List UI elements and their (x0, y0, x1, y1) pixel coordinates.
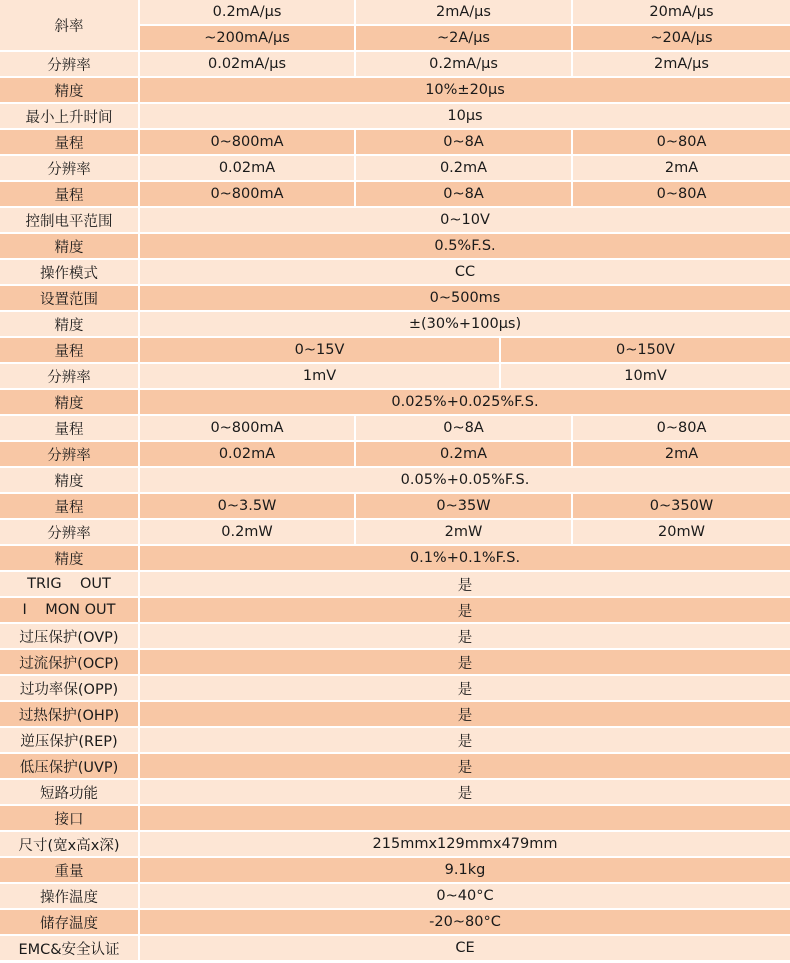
table-row (0, 884, 790, 910)
row-label: 量程 (0, 416, 138, 440)
table-row (0, 364, 790, 390)
cell-col1: 0~800mA (140, 416, 354, 440)
row-label: I MON OUT (0, 598, 138, 622)
cell-col3: 2mA/μs (573, 52, 790, 76)
cell-full: ±(30%+100μs) (140, 312, 790, 336)
cell-col2: 2mW (356, 520, 571, 544)
table-row (0, 832, 790, 858)
row-label: 量程 (0, 338, 138, 362)
table-row (0, 598, 790, 624)
row-label: TRIG OUT (0, 572, 138, 596)
cell-full: 0~40°C (140, 884, 790, 908)
cell-full: 是 (140, 754, 790, 778)
row-label: 设置范围 (0, 286, 138, 310)
cell-col3: 2mA (573, 156, 790, 180)
table-row (0, 390, 790, 416)
cell-full: 215mmx129mmx479mm (140, 832, 790, 856)
cell-col2: 0~35W (356, 494, 571, 518)
row-label: 操作温度 (0, 884, 138, 908)
cell-full: 9.1kg (140, 858, 790, 882)
row-label: 精度 (0, 312, 138, 336)
cell-half2: 0~150V (501, 338, 790, 362)
cell-full (140, 806, 790, 830)
table-row (0, 676, 790, 702)
cell-half2: 10mV (501, 364, 790, 388)
table-row (0, 780, 790, 806)
row-label: 逆压保护(REP) (0, 728, 138, 752)
cell-col2: 0.2mA (356, 442, 571, 466)
table-row (0, 702, 790, 728)
cell-col3: 2mA (573, 442, 790, 466)
table-row (0, 234, 790, 260)
cell-col3: 0~80A (573, 416, 790, 440)
cell-col3: 0~350W (573, 494, 790, 518)
cell-col3: ~20A/μs (573, 26, 790, 50)
cell-col1: 0.02mA (140, 442, 354, 466)
cell-col2: 0~8A (356, 182, 571, 206)
row-label: 精度 (0, 546, 138, 570)
cell-full: CE (140, 936, 790, 960)
cell-full: 是 (140, 780, 790, 804)
cell-full: 0.1%+0.1%F.S. (140, 546, 790, 570)
cell-full: 10%±20μs (140, 78, 790, 102)
cell-full: 是 (140, 572, 790, 596)
cell-col3: 0~80A (573, 130, 790, 154)
row-label: 量程 (0, 130, 138, 154)
cell-full: 是 (140, 650, 790, 674)
table-row (0, 546, 790, 572)
cell-col2: 0.2mA (356, 156, 571, 180)
cell-col1: 0.02mA/μs (140, 52, 354, 76)
cell-half1: 1mV (140, 364, 499, 388)
row-label: 接口 (0, 806, 138, 830)
table-row (0, 728, 790, 754)
table-row (0, 26, 790, 52)
table-row (0, 650, 790, 676)
row-label: 操作模式 (0, 260, 138, 284)
table-row (0, 468, 790, 494)
row-label: 量程 (0, 494, 138, 518)
cell-full: 0~10V (140, 208, 790, 232)
row-label: 精度 (0, 468, 138, 492)
table-row (0, 52, 790, 78)
cell-full: CC (140, 260, 790, 284)
row-label: 储存温度 (0, 910, 138, 934)
table-row (0, 286, 790, 312)
row-label: 重量 (0, 858, 138, 882)
cell-col3: 20mA/μs (573, 0, 790, 24)
cell-half1: 0~15V (140, 338, 499, 362)
row-label: EMC&安全认证 (0, 936, 138, 960)
cell-col1: ~200mA/μs (140, 26, 354, 50)
table-row (0, 494, 790, 520)
table-row (0, 754, 790, 780)
row-label: 分辨率 (0, 520, 138, 544)
table-row (0, 78, 790, 104)
table-row (0, 182, 790, 208)
table-row (0, 520, 790, 546)
cell-col2: ~2A/μs (356, 26, 571, 50)
cell-col1: 0.2mW (140, 520, 354, 544)
table-row (0, 156, 790, 182)
row-label: 分辨率 (0, 364, 138, 388)
table-row (0, 338, 790, 364)
cell-full: 0~500ms (140, 286, 790, 310)
cell-full: 10μs (140, 104, 790, 128)
cell-full: 0.5%F.S. (140, 234, 790, 258)
table-row (0, 858, 790, 884)
row-label: 低压保护(UVP) (0, 754, 138, 778)
row-label: 过热保护(OHP) (0, 702, 138, 726)
table-row (0, 624, 790, 650)
cell-col2: 0.2mA/μs (356, 52, 571, 76)
row-label: 分辨率 (0, 156, 138, 180)
table-row (0, 910, 790, 936)
cell-col1: 0.2mA/μs (140, 0, 354, 24)
table-row (0, 312, 790, 338)
row-label: 分辨率 (0, 52, 138, 76)
row-label: 精度 (0, 234, 138, 258)
table-row (0, 0, 790, 35)
table-row (0, 806, 790, 832)
cell-col3: 0~80A (573, 182, 790, 206)
cell-full: 是 (140, 598, 790, 622)
cell-full: 是 (140, 728, 790, 752)
cell-col3: 20mW (573, 520, 790, 544)
cell-col1: 0~800mA (140, 130, 354, 154)
table-row (0, 442, 790, 468)
table-row (0, 104, 790, 130)
cell-col2: 0~8A (356, 416, 571, 440)
row-label: 斜率 (0, 0, 138, 50)
row-label: 最小上升时间 (0, 104, 138, 128)
cell-col1: 0~3.5W (140, 494, 354, 518)
table-row (0, 416, 790, 442)
row-label: 控制电平范围 (0, 208, 138, 232)
cell-full: 0.025%+0.025%F.S. (140, 390, 790, 414)
table-row (0, 130, 790, 156)
row-label: 精度 (0, 78, 138, 102)
row-label: 精度 (0, 390, 138, 414)
cell-full: 是 (140, 676, 790, 700)
cell-full: -20~80°C (140, 910, 790, 934)
row-label: 过流保护(OCP) (0, 650, 138, 674)
cell-col2: 2mA/μs (356, 0, 571, 24)
row-label: 过功率保(OPP) (0, 676, 138, 700)
cell-full: 0.05%+0.05%F.S. (140, 468, 790, 492)
row-label: 量程 (0, 182, 138, 206)
table-row (0, 260, 790, 286)
row-label: 短路功能 (0, 780, 138, 804)
row-label: 尺寸(宽x高x深) (0, 832, 138, 856)
row-label: 过压保护(OVP) (0, 624, 138, 648)
table-row (0, 936, 790, 962)
cell-col2: 0~8A (356, 130, 571, 154)
cell-col1: 0.02mA (140, 156, 354, 180)
table-row (0, 572, 790, 598)
cell-full: 是 (140, 624, 790, 648)
cell-full: 是 (140, 702, 790, 726)
table-row (0, 208, 790, 234)
row-label: 分辨率 (0, 442, 138, 466)
cell-col1: 0~800mA (140, 182, 354, 206)
